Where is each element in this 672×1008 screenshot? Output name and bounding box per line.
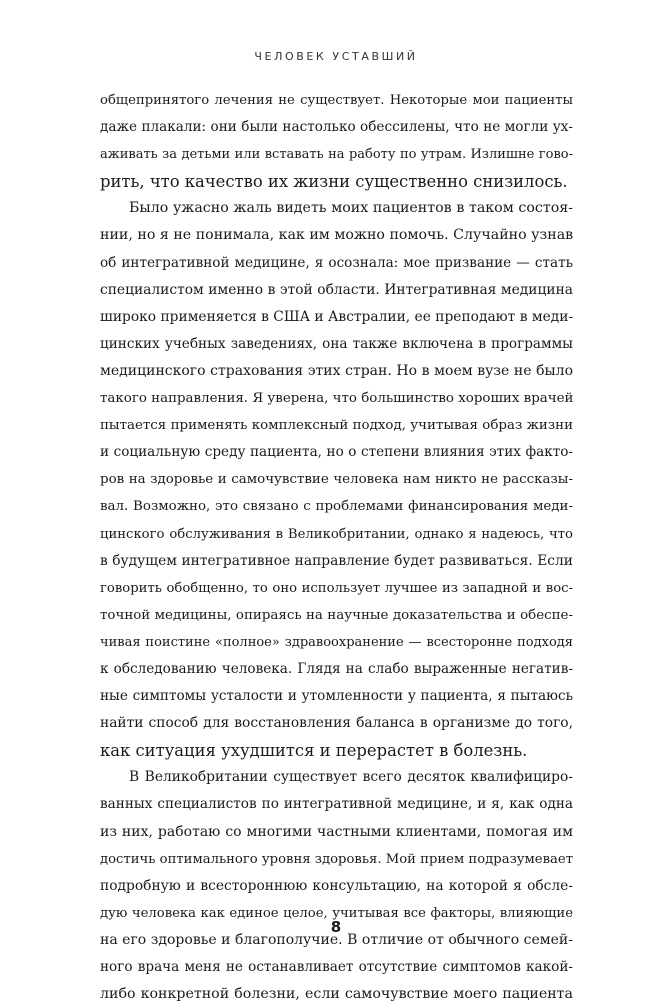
text-line: и социальную среду пациента, но о степени влияния этих факто- — [100, 444, 573, 461]
text-line: вал. Возможно, это связано с проблемами финансирования меди- — [100, 499, 573, 515]
text-line: ров на здоровье и самочувствие человека нам никто не рассказы- — [100, 472, 573, 488]
text-line: рить, что качество их жизни существенно снизилось. — [100, 172, 568, 192]
text-line: об интегративной медицине, я осознала: мое призвание — стать — [100, 254, 573, 271]
text-line: к обследованию человека. Глядя на слабо выраженные негатив- — [100, 660, 573, 677]
text-line: дую человека как единое целое, учитывая все факторы, влияющие — [100, 905, 573, 921]
text-line: из них, работаю со многими частными клиентами, помогая им — [100, 823, 573, 840]
text-line: найти способ для восстановления баланса в организме до того, — [100, 715, 573, 732]
text-line: такого направления. Я уверена, что большинство хороших врачей — [100, 391, 574, 407]
text-line: говорить обобщенно, то оно использует лучшее из западной и вос- — [100, 580, 573, 596]
text-line: Было ужасно жаль видеть моих пациентов в таком состоя- — [129, 200, 573, 217]
text-line: цинского обслуживания в Великобритании, однако я надеюсь, что — [100, 526, 573, 542]
text-line: нии, но я не понимала, как им можно помочь. Случайно узнав — [100, 227, 574, 244]
text-line: общепринятого лечения не существует. Некоторые мои пациенты — [100, 93, 573, 108]
text-line: ванных специалистов по интегративной медицине, и я, как одна — [100, 796, 573, 813]
text-line: широко применяется в США и Австралии, ее преподают в меди- — [100, 308, 574, 325]
text-line: на его здоровье и благополучие. В отличие от обычного семей- — [100, 931, 573, 948]
text-line: чивая поистине «полное» здравоохранение — всесторонне подходя — [100, 634, 573, 650]
text-line: специалистом именно в этой области. Интегративная медицина — [100, 281, 573, 298]
text-line: даже плакали: они были настолько обессилены, что не могли ух- — [100, 119, 573, 136]
text-line: как ситуация ухудшится и перерастет в болезнь. — [100, 741, 528, 761]
text-line: пытается применять комплексный подход, учитывая образ жизни — [100, 418, 573, 434]
text-line: ного врача меня не останавливает отсутствие симптомов какой- — [100, 959, 573, 975]
text-line: либо конкретной болезни, если самочувствие моего пациента — [100, 986, 573, 1003]
text-line: цинских учебных заведениях, она также включена в программы — [100, 335, 573, 352]
body-text — [100, 87, 573, 1008]
text-line: достичь оптимального уровня здоровья. Мой прием подразумевает — [100, 851, 573, 867]
text-line: ные симптомы усталости и утомленности у пациента, я пытаюсь — [100, 688, 573, 705]
text-line: точной медицины, опираясь на научные доказательства и обеспе- — [100, 607, 573, 623]
text-line: В Великобритании существует всего десяток квалифициро- — [129, 769, 573, 786]
running-head: ЧЕЛОВЕК УСТАВШИЙ — [254, 50, 418, 63]
text-line: аживать за детьми или вставать на работу по утрам. Излишне гово- — [100, 147, 573, 163]
text-line: медицинского страхования этих стран. Но в моем вузе не было — [100, 362, 573, 379]
text-line: подробную и всестороннюю консультацию, на которой я обсле- — [100, 877, 573, 894]
page-number: 8 — [330, 918, 342, 936]
text-line: в будущем интегративное направление будет развиваться. Если — [100, 552, 573, 569]
